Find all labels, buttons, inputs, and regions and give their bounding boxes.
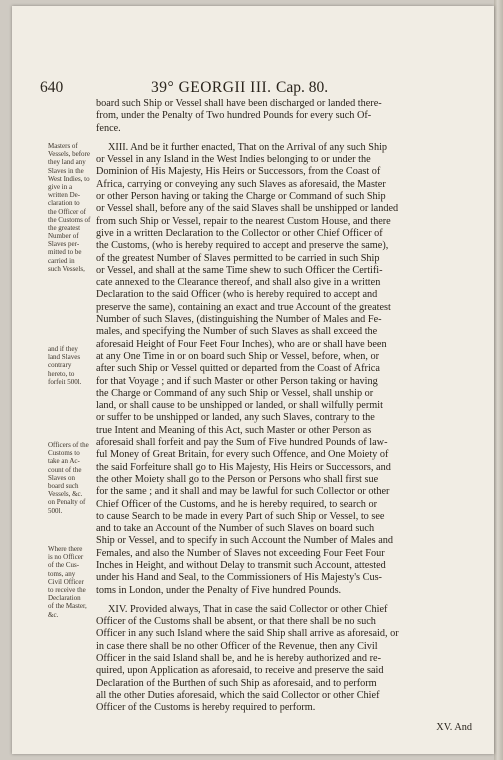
text-line: Declaration to the said Officer (who is hereby required to accept and	[96, 289, 378, 301]
text-line: for that Voyage ; and if such Master or other Person taking or having	[96, 375, 378, 387]
margin-note-line: the greatest	[48, 223, 81, 232]
text-line: or Vessel shall, before any of the said Slaves shall be unshipped or landed	[96, 203, 399, 215]
margin-note-line: Vessels, &c.	[48, 490, 83, 499]
text-line: aforesaid Height of Four Feet Four Inches), who are or shall have been	[96, 338, 387, 350]
margin-note-line: the Officer of	[48, 207, 86, 216]
text-line: in case there shall be no other Officer of the Revenue, then any Civil	[96, 640, 378, 652]
text-line: to cause Search to be made in every Part of such Ship or Vessel, to see	[96, 510, 385, 522]
adjacent-page-edge	[494, 0, 503, 760]
margin-note-line: Slaves in the	[48, 166, 84, 175]
text-line: or other Person having or taking the Charge or Command of such Ship	[96, 191, 386, 203]
running-title: 39° GEORGII III.	[151, 79, 272, 96]
text-line: from, under the Penalty of Two hundred Pounds for every such Of-	[96, 110, 372, 122]
margin-note-line: West Indies, to	[48, 174, 90, 183]
text-line: Females, and also the Number of Slaves not exceeding Four Feet Four	[96, 547, 385, 559]
text-line: Officer in any such Island where the said Ship shall arrive as aforesaid, or	[96, 628, 399, 640]
text-line: XIV. Provided always, That in case the said Collector or other Chief	[108, 603, 388, 615]
text-line: Ship or Vessel, and to specify in such Account the Number of Males and	[96, 535, 394, 547]
text-line: ful Money of Great Britain, for every such Offence, and One Moiety of	[96, 449, 389, 461]
text-line: Dominion of His Majesty, His Heirs or Successors, from the Coast of	[96, 166, 381, 178]
text-line: toms in London, under the Penalty of Five hundred Pounds.	[96, 584, 342, 596]
text-line: the Customs, (who is hereby required to accept and preserve the same),	[96, 240, 389, 252]
margin-note-line: count of the	[48, 465, 82, 474]
text-line: from such Ship or Vessel, repair to the nearest Custom House, and there	[96, 215, 391, 227]
text-line: Officer of the Customs is hereby required to perform.	[96, 702, 316, 714]
text-line: Declaration of the Burthen of such Ship as aforesaid, and to perform	[96, 677, 377, 689]
show-through-text	[175, 58, 182, 74]
margin-note-line: give in a	[48, 182, 73, 191]
text-line: the said Forfeiture shall go to His Majesty, His Heirs or Successors, and	[96, 461, 391, 473]
text-line: all the other Duties aforesaid, which the said Collector or other Chief	[96, 689, 380, 701]
margin-note-line: forfeit 500l.	[48, 377, 82, 386]
text-line: quired, upon Application as aforesaid, to receive and preserve the said	[96, 665, 384, 677]
paragraph-gap	[96, 135, 472, 142]
text-line: of the greatest Number of Slaves permitted to be carried in such Ship	[96, 252, 380, 264]
text-line: the other Moiety shall go to the Person or Persons who shall first sue	[96, 473, 379, 485]
margin-note-line: Civil Officer	[48, 577, 84, 586]
margin-note-line: Customs to	[48, 449, 80, 458]
margin-note-line: Masters of	[48, 142, 78, 150]
text-line: cate annexed to the Clearance thereof, and shall also give in a written	[96, 277, 381, 289]
margin-note-line: and if they	[48, 345, 78, 353]
margin-note-line: hereto, to	[48, 369, 75, 378]
margin-note-line: mitted to be	[48, 248, 82, 257]
text-line: the Charge or Command of any such Ship or Vessel, shall unship or	[96, 387, 374, 399]
margin-note-line: is no Officer	[48, 553, 84, 562]
margin-note-line: 500l.	[48, 506, 63, 515]
margin-note-masters-of-vessels	[48, 142, 94, 273]
margin-note-line: carried in	[48, 256, 75, 265]
text-line: or Vessel in any Island in the West Indies belonging to or under the	[96, 154, 371, 166]
page-number: 640	[40, 79, 64, 96]
text-line: Africa, carrying or conveying any such Slaves as aforesaid, the Master	[96, 178, 386, 190]
margin-note-line: on Penalty of	[48, 498, 86, 507]
margin-note-line: claration to	[48, 199, 80, 208]
catchword: XV. And	[436, 721, 472, 733]
margin-note-line: take an Ac-	[48, 457, 80, 466]
margin-note-line: Number of	[48, 232, 79, 241]
statute-body-text	[96, 98, 472, 734]
text-line: true Intent and Meaning of this Act, such Master or other Person as	[96, 424, 372, 436]
text-line: and to take an Account of the Number of such Slaves on board such	[96, 523, 375, 535]
text-line: preserve the same), containing an exact and true Account of the greatest	[96, 301, 391, 313]
margin-note-line: Vessels, before	[48, 150, 90, 159]
margin-note-line: of the Master,	[48, 602, 87, 611]
text-line: or Vessel, and shall at the same Time shew to such Officer the Certifi-	[96, 264, 383, 276]
margin-note-line: contrary	[48, 361, 72, 370]
margin-note-line: of the Cus-	[48, 561, 80, 570]
text-line: Number of such Slaves, (distinguishing the Number of Males and Fe-	[96, 314, 382, 326]
margin-note-line: &c.	[48, 610, 59, 619]
text-line: Officer of the Customs shall be absent, or that there shall be no such	[96, 616, 376, 628]
margin-note-line: land Slaves	[48, 353, 81, 362]
margin-note-line: written De-	[48, 191, 81, 200]
margin-note-line: Declaration	[48, 594, 81, 603]
margin-note-line: board such	[48, 481, 79, 490]
text-line: or suffer to be unshipped or landed, any such Slaves, contrary to the	[96, 412, 375, 424]
margin-note-officers-of-customs	[48, 441, 94, 515]
margin-note-line: Slaves on	[48, 473, 76, 482]
text-line: Officer in the said Island shall be, and he is hereby authorized and re-	[96, 653, 381, 665]
margin-note-civil-officer	[48, 545, 94, 619]
margin-note-line: such Vessels,	[48, 264, 85, 273]
chapter-number: Cap. 80.	[276, 79, 329, 96]
margin-note-line: they land any	[48, 158, 86, 167]
margin-note-line: Slaves per-	[48, 240, 80, 249]
text-line: Chief Officer of the Customs, and he is hereby required, to search or	[96, 498, 378, 510]
text-line: aforesaid shall forfeit and pay the Sum of Five hundred Pounds of law-	[96, 437, 388, 449]
margin-note-line: toms, any	[48, 569, 76, 578]
margin-note-line: the Customs of	[48, 215, 91, 224]
margin-note-line: Officers of the	[48, 441, 89, 449]
text-line: for the same ; and it shall and may be lawful for such Collector or other	[96, 486, 390, 498]
text-line: males, and specifying the Number of such Slaves as shall exceed the	[96, 326, 378, 338]
text-line: board such Ship or Vessel shall have been discharged or landed there-	[96, 98, 382, 109]
paragraph-gap	[96, 597, 472, 604]
text-line: Inches in Height, and without Delay to transmit such Account, attested	[96, 559, 386, 571]
text-line: give in a written Declaration to the Collector or other Chief Officer of	[96, 227, 383, 239]
text-line: after such Ship or Vessel quitted or departed from the Coast of Africa	[96, 363, 380, 375]
text-line: at any One Time in or on board such Ship or Vessel, before, when, or	[96, 350, 380, 362]
margin-note-line: Where there	[48, 545, 83, 553]
text-line: fence.	[96, 122, 121, 134]
paragraph-gap	[96, 715, 472, 722]
margin-note-line: to receive the	[48, 585, 86, 594]
text-line: land, or shall cause to be unshipped or landed, or shall wilfully permit	[96, 400, 383, 412]
text-line: under his Hand and Seal, to the Commissioners of His Majesty's Cus-	[96, 572, 382, 584]
text-line: XIII. And be it further enacted, That on the Arrival of any such Ship	[108, 141, 388, 153]
margin-note-forfeit-500l	[48, 345, 94, 386]
